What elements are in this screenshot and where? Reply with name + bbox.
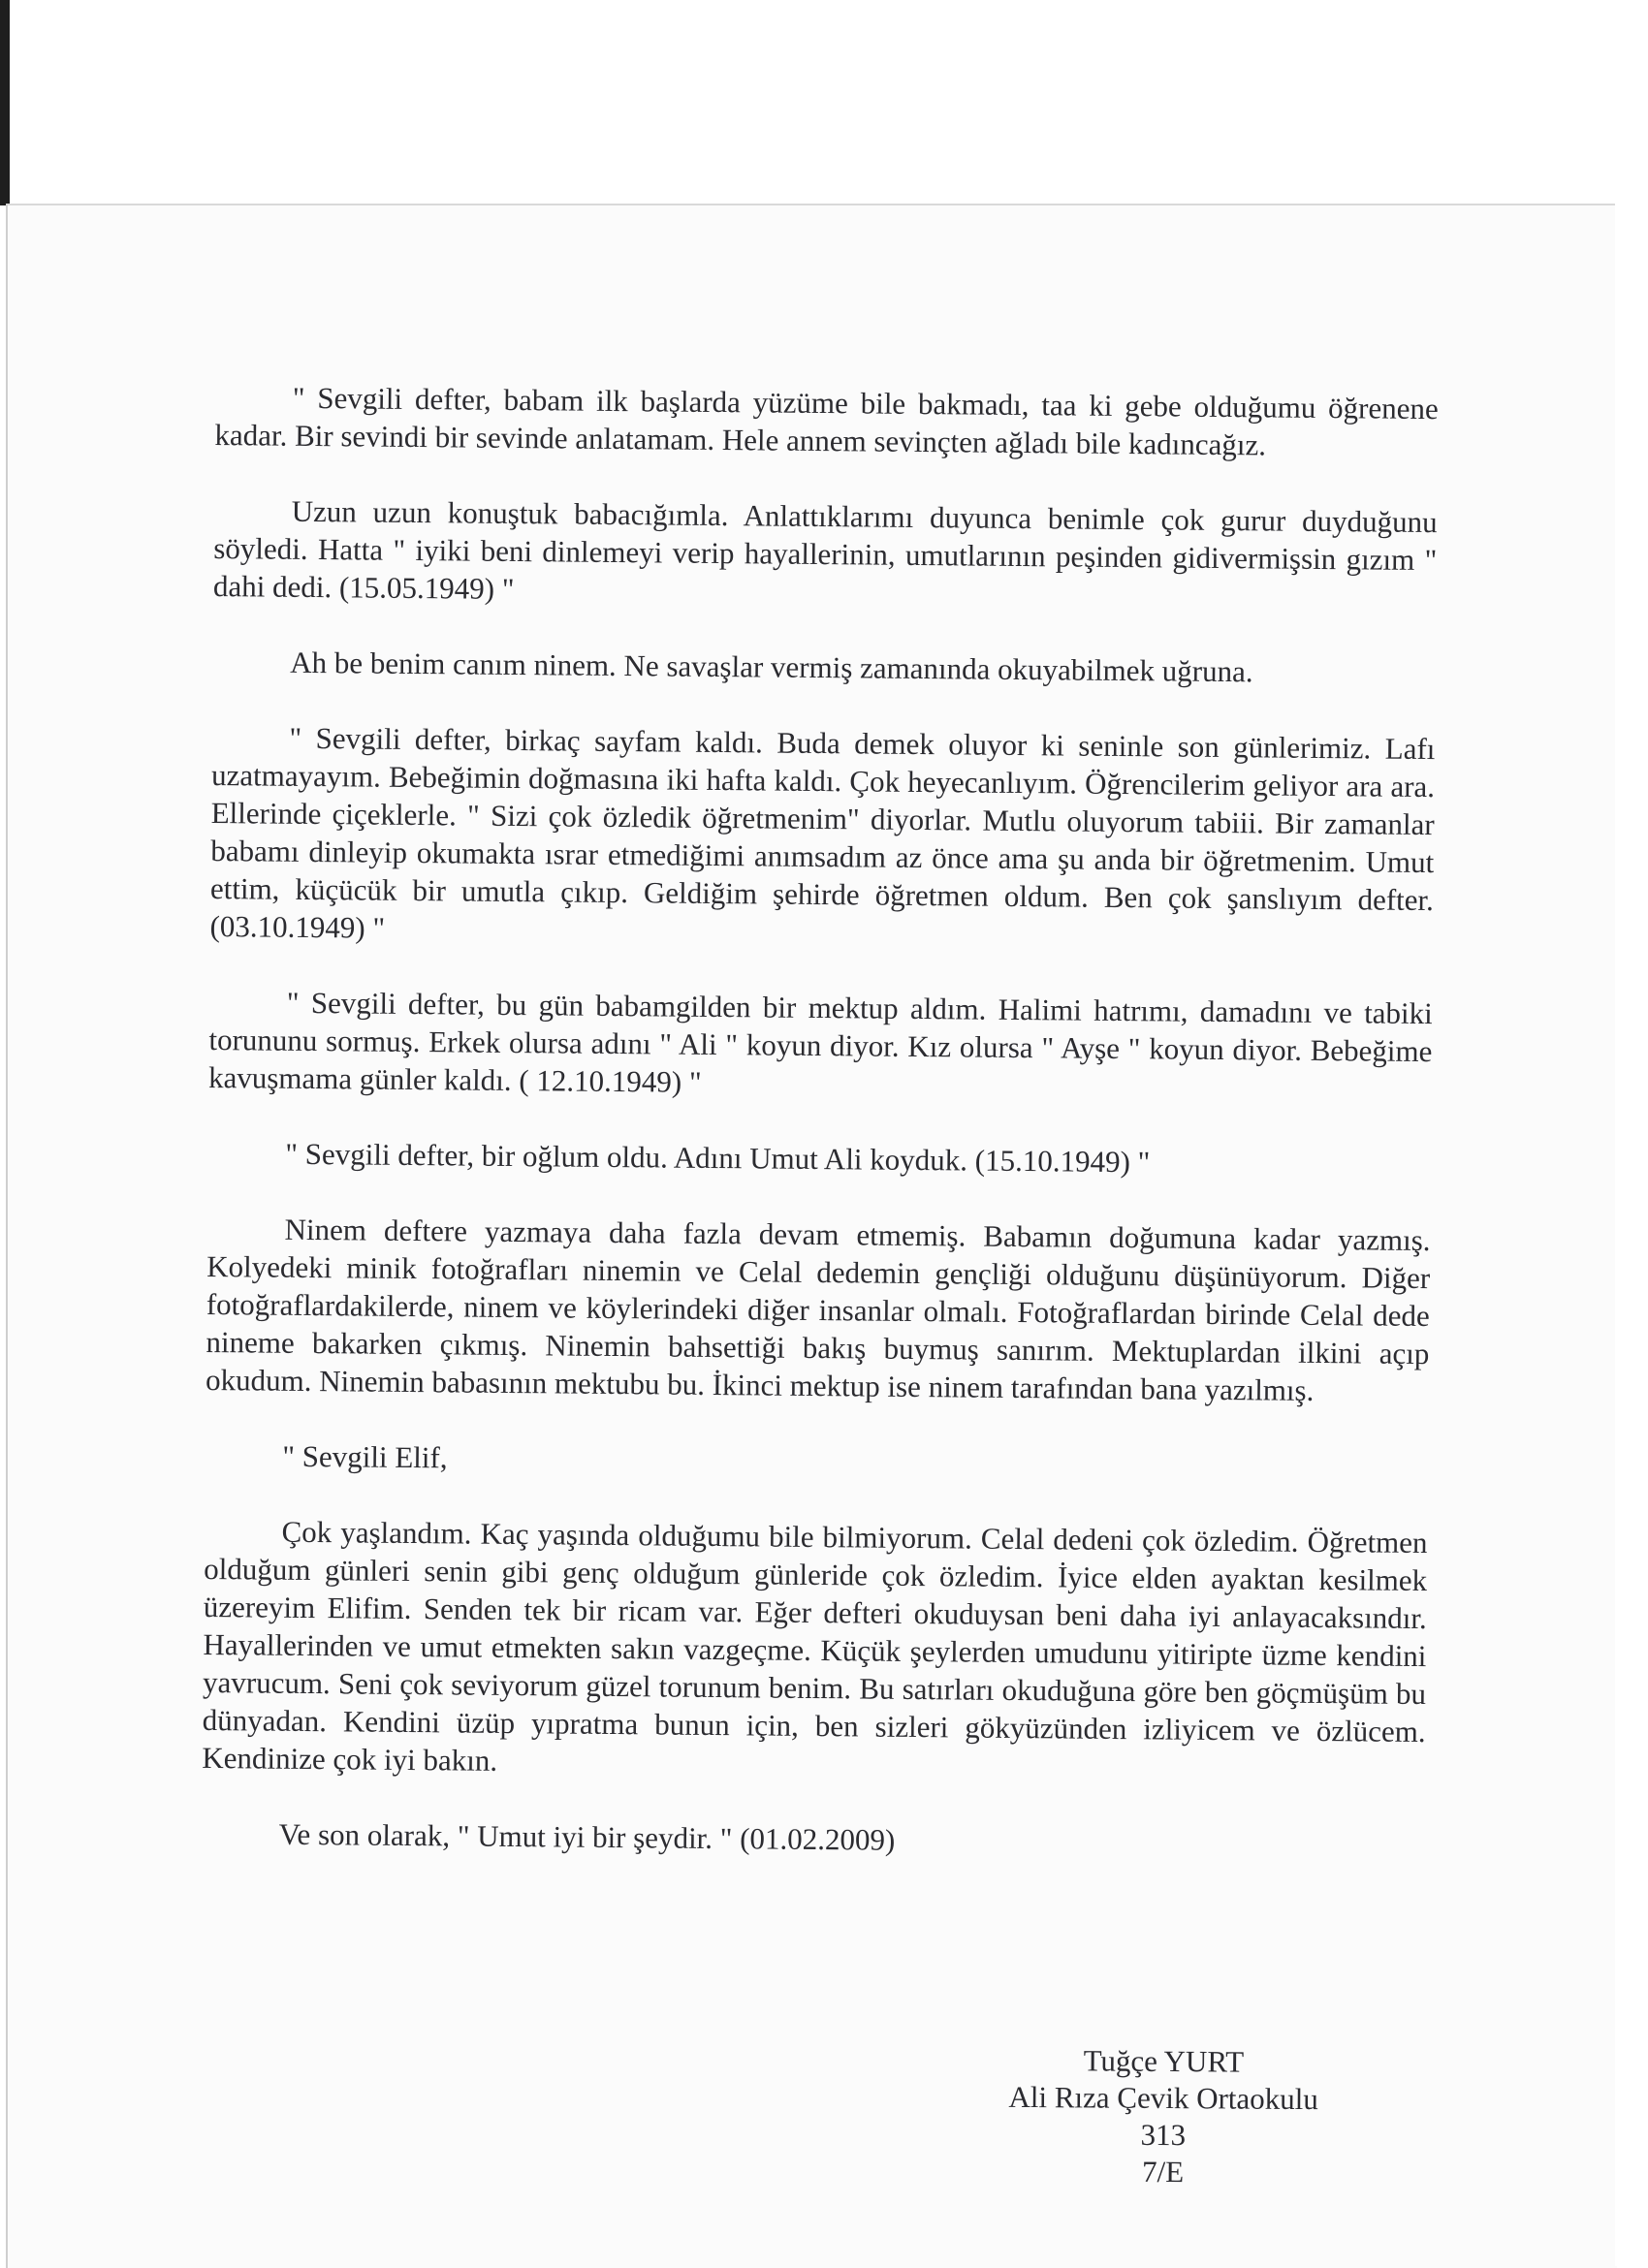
paragraph: Çok yaşlandım. Kaç yaşında olduğumu bile bilmiyorum. Celal dedeni çok özledim. Öğretmen olduğum günleri senin gibi genç olduğum günleride çok özledim. İyice elden ayaktan kesilmek üzereyim Elifim. Senden tek bir ricam var. Eğer defteri okuduysan beni daha iyi anlayacaksındır. Hayallerinden ve umut etmekten sakın vazgeçme. Küçük şeylerden umudunu yitiripte üzme kendini yavrucum. Seni çok seviyorum güzel torunum benim. Bu satırları okuduğuna göre ben göçmüşüm bu dünyadan. Kendini üzüp yıpratma bunun için, ben sizleri gökyüzünden izliyicem ve özlücem. Kendinize çok iyi bakın. <box>202 1514 1428 1778</box>
author-name: Tuğçe YURT <box>1083 2043 1245 2079</box>
scan-background <box>0 0 1648 205</box>
closing-line: Ve son olarak, " Umut iyi bir şeydir. " (01.02.2009) <box>278 1816 896 1857</box>
paragraph: " Sevgili defter, babam ilk başlarda yüzüme bile bakmadı, taa ki gebe olduğumu öğrenene kadar. Bir sevindi bir sevinde anlatamam. Hele annem sevinçten ağladı bile kadıncağız. <box>214 380 1439 462</box>
paragraph: " Sevgili defter, birkaç sayfam kaldı. Buda demek oluyor ki seninle son günlerimiz. Lafı uzatmayayım. Bebeğimin doğmasına iki hafta kaldı. Çok heyecanlıyım. Öğrencilerim geliyor ara ara. Ellerinde çiçeklerle. " Sizi çok özledik öğretmenim" diyorlar. Mutlu oluyorum tabiii. Bir zamanlar babamı dinleyip okumakta ısrar etmediğimi anımsadım az önce ama şu anda bir öğretmenim. Umut ettim, küçücük bir umutla çıkıp. Geldiğim şehirde öğretmen oldum. Ben çok şanslıyım defter. (03.10.1949) " <box>209 720 1436 945</box>
letter-body <box>201 378 1439 1902</box>
paragraph: " Sevgili defter, bu gün babamgilden bir mektup aldım. Halimi hatrımı, damadını ve tabiki torununu sormuş. Erkek olursa adını " Ali " koyun diyor. Kız olursa " Ayşe " koyun diyor. Bebeğime kavuşmama günler kaldı. ( 12.10.1949) " <box>207 985 1433 1099</box>
scan-edge <box>0 0 10 205</box>
paragraph: " Sevgili defter, bir oğlum oldu. Adını Umut Ali koyduk. (15.10.1949) " <box>285 1136 1151 1180</box>
paragraph: Ah be benim canım ninem. Ne savaşlar vermiş zamanında okuyabilmek uğruna. <box>290 645 1253 689</box>
letter-salutation: " Sevgili Elif, <box>282 1438 448 1475</box>
scan-margin <box>1615 204 1648 2266</box>
student-number: 313 <box>1140 2117 1187 2153</box>
signature-block <box>978 2042 1347 2192</box>
school-name: Ali Rıza Çevik Ortaokulu <box>1008 2079 1318 2117</box>
class-name: 7/E <box>1141 2154 1185 2189</box>
paragraph: Uzun uzun konuştuk babacığımla. Anlattıklarımı duyunca benimle çok gurur duyduğunu söyledi. Hatta " iyiki beni dinlemeyi verip hayallerinin, umutlarının peşinden gidivermişsin gızım " dahi dedi. (15.05.1949) " <box>212 493 1438 606</box>
paragraph: Ninem deftere yazmaya daha fazla devam etmemiş. Babamın doğumuna kadar yazmış. Kolyedeki minik fotoğrafları ninemin ve Celal dedemin gençliği olduğunu düşünüyorum. Diğer fotoğraflardakilerde, ninem ve köylerindeki diğer insanlar olmalı. Fotoğraflardan birinde Celal dede nineme bakarken çıkmış. Ninemin bahsettiği bakış buymuş sanırım. Mektuplardan ilkini açıp okudum. Ninemin babasının mektubu bu. İkinci mektup ise ninem tarafından bana yazılmış. <box>205 1212 1431 1407</box>
